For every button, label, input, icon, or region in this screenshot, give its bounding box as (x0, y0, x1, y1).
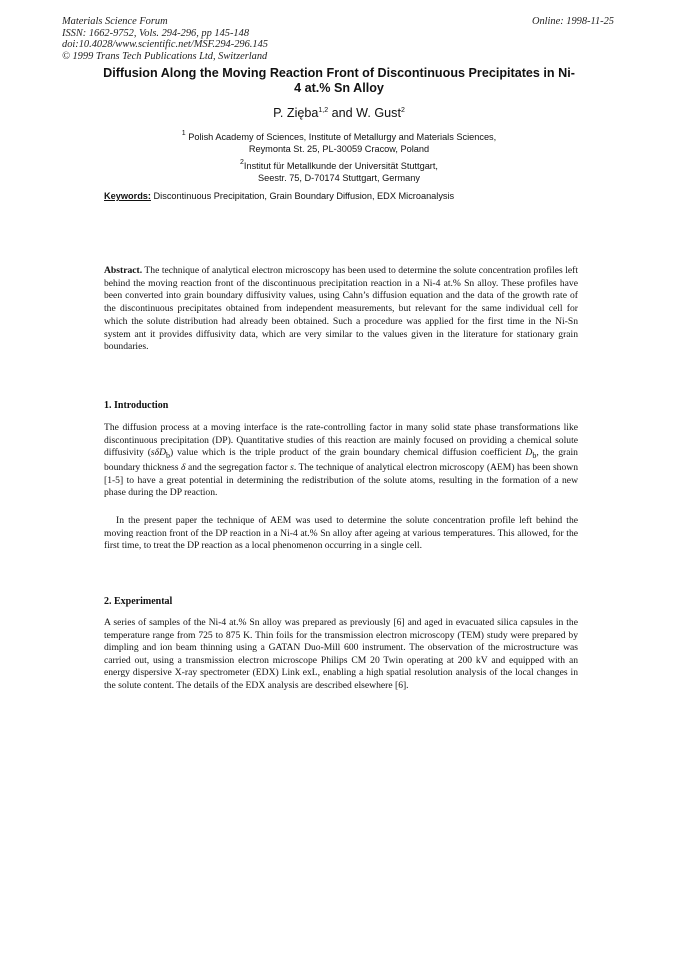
online-date: Online: 1998-11-25 (531, 16, 614, 27)
journal-meta (62, 16, 268, 62)
keywords-text: Discontinuous Precipitation, Grain Boundary Diffusion, EDX Microanalysis (153, 191, 455, 201)
author-1-affil: 1,2 (318, 107, 329, 114)
keywords-label: Keywords: (104, 191, 151, 201)
intro-text-b: ) value which is the triple product of the grain boundary chemical diffusion coefficient (170, 447, 526, 458)
author-and: and (328, 106, 357, 120)
affiliation-1-line1: Polish Academy of Sciences, Institute of Metallurgy and Materials Sciences, (188, 132, 497, 142)
segregation-s: s (290, 462, 294, 474)
intro-text-e: . The technique of analytical electron microscopy (AEM) has been shown [1-5] to have a great potential in determining the redistribution of the solute atoms, resulting in the formation of a new phase during the DP reaction. (104, 462, 579, 499)
introduction-paragraph-1 (104, 422, 578, 500)
experimental-paragraph-1: A series of samples of the Ni-4 at.% Sn alloy was prepared as previously [6] and aged in evacuated silica capsules in the temperature range from 725 to 875 K. Thin foils for the transmission electron microscopy (TEM) study were prepared by dimpling and ion beam thinning using a GATAN Duo-Mill 600 instrument. The observation of the microstructure was carried out, using a transmission electron microscope Philips CM 20 Twin operating at 200 kV and equipped with an energy dispersive X-ray spectrometer (EDX) Link exL, enabling a high spatial resolution analysis of the local changes in the solute content. The details of the EDX analysis are described elsewhere [6]. (104, 617, 578, 691)
affiliation-2-num: 2 (240, 159, 244, 166)
keywords (104, 191, 454, 201)
intro-text-c: , the grain boundary thickness (104, 447, 578, 474)
section-heading-introduction: 1. Introduction (104, 400, 169, 411)
abstract-text: The technique of analytical electron microscopy has been used to determine the solute concentration profiles left behind the moving reaction front of the discontinuous precipitation reaction in a Ni-4 at.% Sn alloy. These profiles have been converted into grain boundary diffusivity values, using Cahn’s diffusion equation and the data of the growth rate of the discontinuous precipitates obtained from independent measurements, but relevant for the same individual cell for which the solute distribution had already been obtained. Such a procedure was applied for the first time in the Ni-Sn system ant it provides diffusivity data, which are very similar to the values given in the literature for stationary grain boundaries. (104, 265, 578, 353)
thickness-delta: δ (180, 462, 186, 474)
affiliation-2 (0, 157, 678, 184)
paper-title: Diffusion Along the Moving Reaction Front of Discontinuous Precipitates in Ni-4 at.% Sn Alloy (103, 66, 575, 95)
affiliation-2-line2: Seestr. 75, D-70174 Stuttgart, Germany (258, 172, 420, 183)
author-line (0, 106, 678, 120)
coefficient-db-sub: b (532, 450, 537, 460)
diffusivity-formula: sδD (150, 447, 167, 458)
intro-text-a: The diffusion process at a moving interface is the rate-controlling factor in many solid state phase transformations like discontinuous precipitation (DP). Quantitative studies of this reaction are mainly focused on providing a chemical solute diffusivity ( (104, 422, 578, 458)
issn-line: ISSN: 1662-9752, Vols. 294-296, pp 145-148 (62, 27, 250, 39)
introduction-paragraph-2: In the present paper the technique of AEM was used to determine the solute concentration profile left behind the moving reaction front of the DP reaction in a Ni-4 at.% Sn alloy after ageing at various temperatures. This allowed, for the first time, to treat the DP reaction as a local phenomenon occurring in a single cell. (104, 515, 578, 551)
author-1: P. Zięba (273, 106, 319, 120)
intro-text-d: and the segregation factor (185, 462, 291, 474)
section-heading-experimental: 2. Experimental (104, 596, 173, 607)
doi-line: doi:10.4028/www.scientific.net/MSF.294-296.145 (62, 39, 268, 51)
diffusivity-formula-sub: b (166, 450, 171, 460)
coefficient-db: D (525, 447, 533, 458)
affiliation-1-line2: Reymonta St. 25, PL-30059 Cracow, Poland (248, 143, 430, 154)
author-2: W. Gust (356, 106, 401, 120)
affiliation-1 (0, 128, 678, 155)
copyright-line: © 1999 Trans Tech Publications Ltd, Switzerland (62, 50, 268, 62)
affiliation-1-num: 1 (181, 130, 186, 137)
abstract (104, 265, 578, 354)
journal-name: Materials Science Forum (62, 16, 168, 27)
author-2-affil: 2 (400, 107, 405, 114)
affiliation-2-line1: Institut für Metallkunde der Universität Stuttgart, (243, 161, 438, 171)
abstract-label: Abstract. (104, 265, 143, 276)
